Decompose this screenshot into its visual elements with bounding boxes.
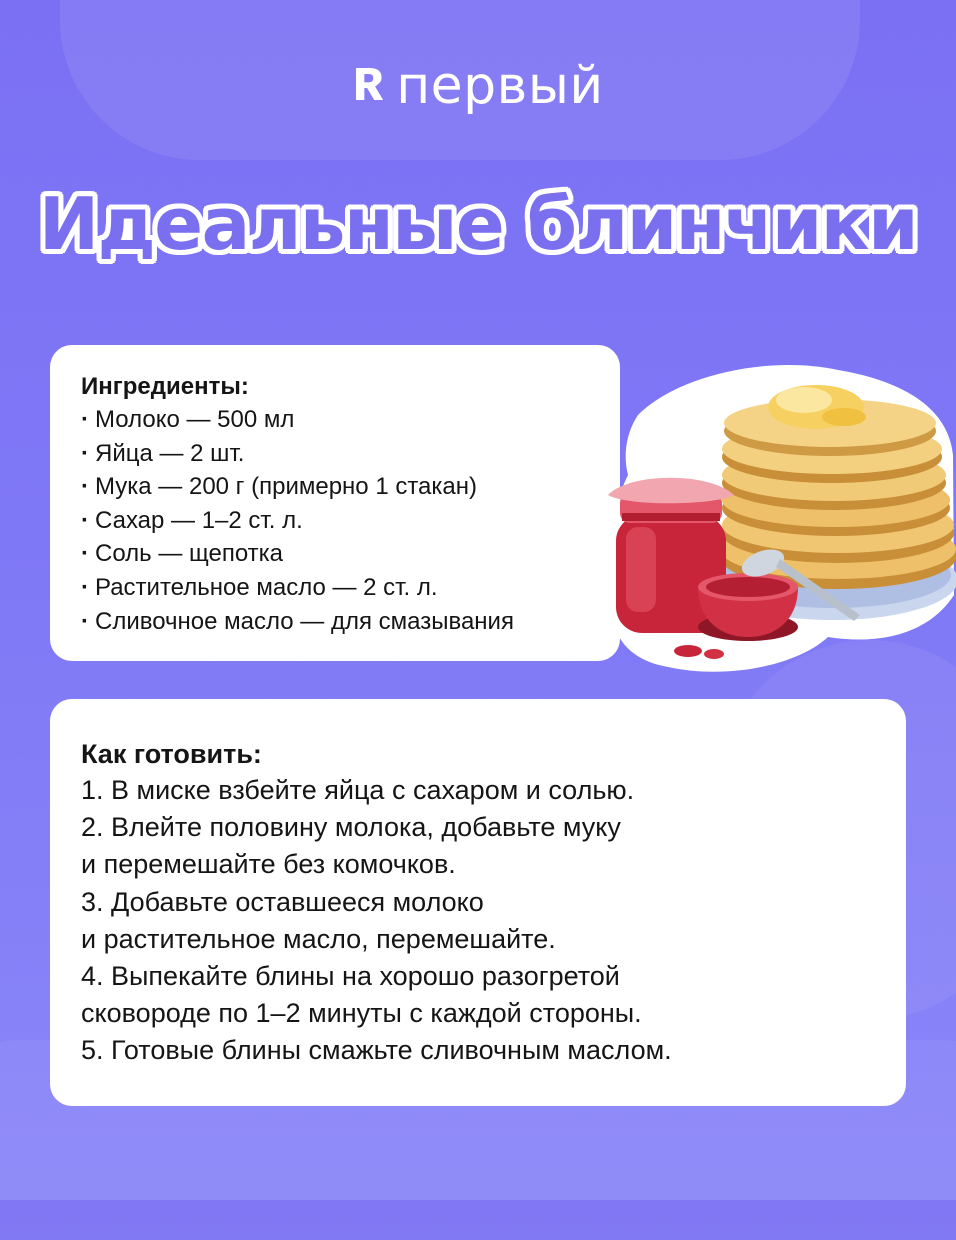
ingredient-item bbox=[81, 605, 620, 639]
ingredients-card bbox=[50, 345, 620, 661]
ingredient-text: Растительное масло — 2 ст. л. bbox=[95, 573, 438, 601]
ingredient-item bbox=[81, 470, 620, 504]
ingredient-item bbox=[81, 437, 620, 471]
method-step-line: и перемешайте без комочков. bbox=[81, 849, 456, 880]
pancakes-with-jam-illustration bbox=[598, 345, 956, 680]
method-step bbox=[81, 958, 906, 1032]
brand-logo bbox=[0, 56, 956, 116]
ingredient-item bbox=[81, 571, 620, 605]
method-step-line: 5. Готовые блины смажьте сливочным маслом. bbox=[81, 1035, 672, 1066]
method-step-line: 4. Выпекайте блины на хорошо разогретой bbox=[81, 961, 620, 992]
page-title: Идеальные блинчики bbox=[38, 182, 918, 266]
ingredient-item bbox=[81, 537, 620, 571]
ingredients-list bbox=[81, 403, 620, 638]
method-step-line: 1. В миске взбейте яйца с сахаром и солью. bbox=[81, 775, 635, 805]
ingredients-heading: Ингредиенты: bbox=[81, 373, 249, 400]
method-step bbox=[81, 809, 906, 883]
method-step bbox=[81, 884, 906, 958]
jam-bowl bbox=[698, 573, 798, 641]
method-step bbox=[81, 772, 906, 809]
method-step-line: и растительное масло, перемешайте. bbox=[81, 923, 556, 954]
method-step bbox=[81, 1032, 906, 1069]
ingredient-text: Яйца — 2 шт. bbox=[95, 439, 245, 467]
ingredient-text: Мука — 200 г (примерно 1 стакан) bbox=[95, 473, 478, 501]
ingredient-text: Сахар — 1–2 ст. л. bbox=[95, 506, 303, 534]
ingredient-text: Сливочное масло — для смазывания bbox=[95, 607, 514, 635]
ingredient-text: Соль — щепотка bbox=[95, 540, 284, 568]
brand-logo-text: первый bbox=[396, 56, 604, 116]
method-heading: Как готовить: bbox=[81, 739, 262, 769]
method-step-line: 2. Влейте половину молока, добавьте муку bbox=[81, 812, 621, 843]
ingredient-item bbox=[81, 504, 620, 538]
brand-logo-mark: Я bbox=[352, 60, 387, 111]
method-step-line: 3. Добавьте оставшееся молоко bbox=[81, 886, 484, 917]
ingredient-item bbox=[81, 403, 620, 437]
method-step-line: сковороде по 1–2 минуты с каждой стороны. bbox=[81, 998, 642, 1029]
ingredient-text: Молоко — 500 мл bbox=[95, 406, 295, 433]
method-card bbox=[50, 699, 906, 1106]
